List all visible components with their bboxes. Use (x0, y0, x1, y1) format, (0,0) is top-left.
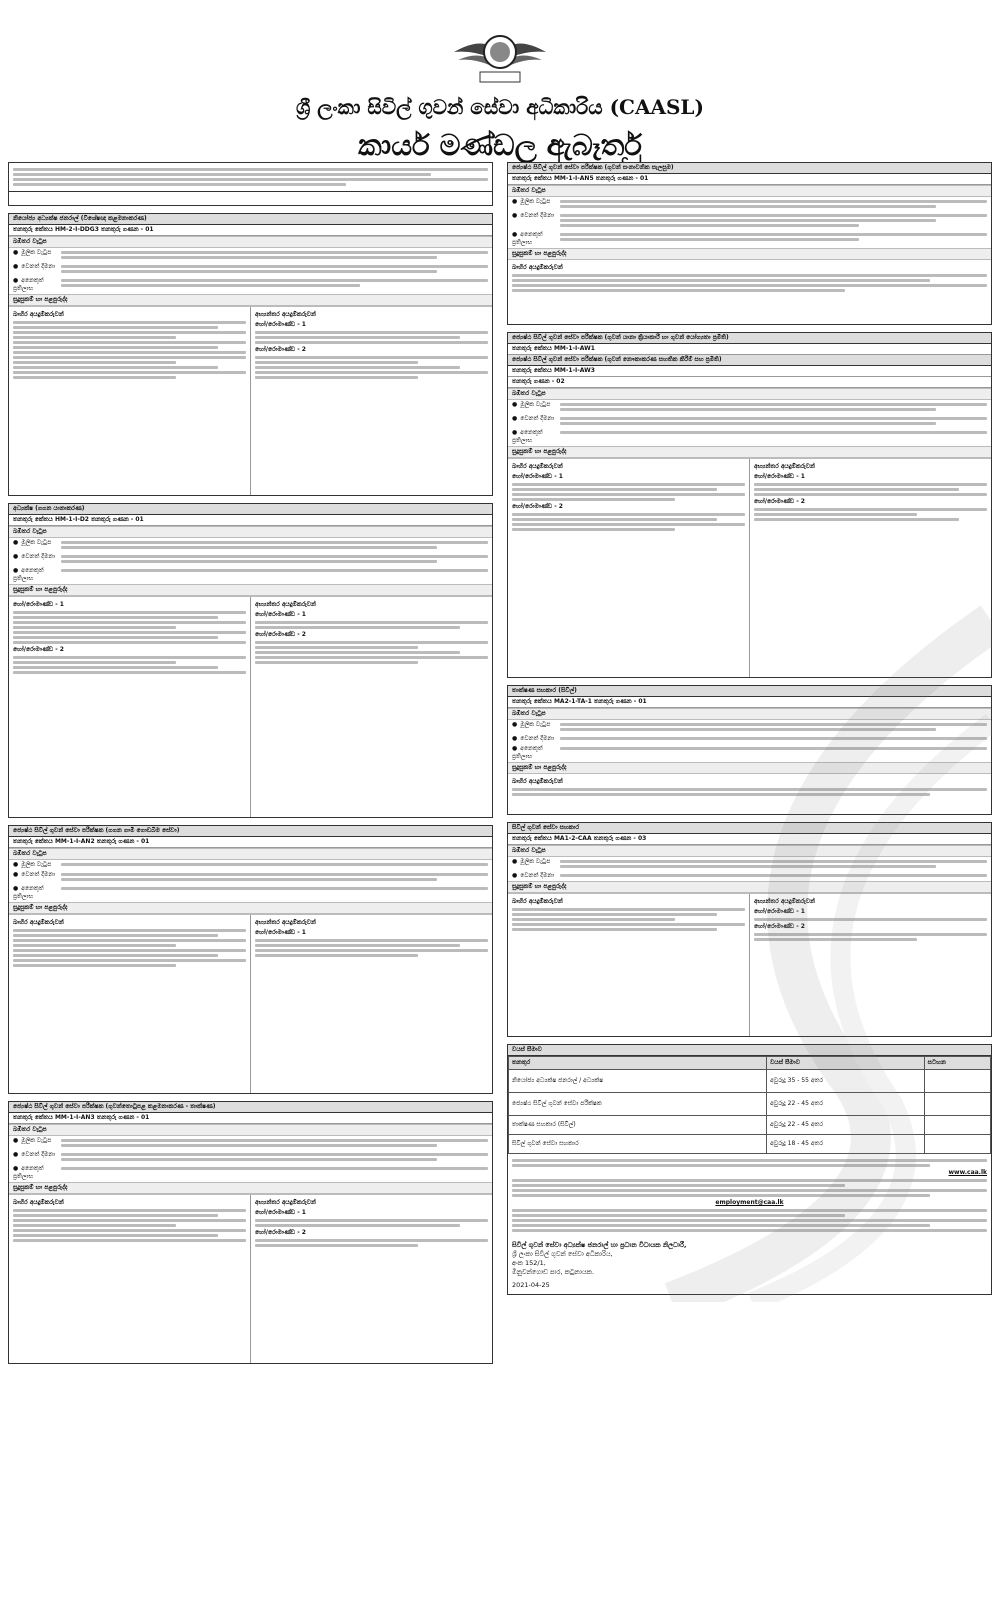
vacancy-title: ජ්‍යෙෂ්ඨ සිවිල් ගුවන් සේවා පරීක්ෂක (ගුවන්තොටුපළ කළමනාකරණ - තාක්ෂණ) (9, 1102, 492, 1113)
pay-heading: බඹිතර වැටුප (9, 526, 492, 538)
website-link[interactable]: www.caa.lk (948, 1169, 987, 1176)
allowance-row: ● වෙනත් දීමනා (9, 262, 492, 276)
external-applicants: බාහිර අයදුම්කරුවන් (508, 894, 749, 1036)
page-subtitle: කාර්ය මණ්ඩල ඇබෑර්තු (358, 128, 642, 162)
sign-line-4: මිනුවන්ගොඩ පාර, කටුනායක. (512, 1268, 594, 1276)
vacancy-senior-inspector-an2 (8, 825, 493, 1094)
salary-row: ● මූලික වැටුප (9, 1136, 492, 1150)
vacancy-title-aw1: ජ්‍යෙෂ්ඨ සිවිල් ගුවන් සේවා පරීක්ෂක (ගුවන් යානා ක්‍රියාකාරී හා ගුවන් යෝග්‍යතා ප්‍රමිති) (508, 333, 991, 344)
quals-heading: සුදුසුකම් හා පළපුරුද්ද (508, 248, 991, 260)
sign-date: 2021-04-25 (512, 1281, 550, 1289)
age-title: වයස් සීමාව (508, 1045, 991, 1056)
vacancy-code: තනතුරු කේතය HM-2-I-DDG3 තනතුරු ගණන - 01 (9, 225, 492, 236)
allowance-row: ● වෙනත් දීමනා (508, 414, 991, 428)
vacancy-title: තාක්ෂණ සහකාර (සිවිල්) (508, 686, 991, 697)
vacancy-senior-inspector-an3 (8, 1101, 493, 1364)
quals-heading: සුදුසුකම් හා පළපුරුද්ද (9, 294, 492, 306)
page-header (0, 0, 1000, 162)
vacancy-code: තනතුරු කේතය MM-1-I-AN3 තනතුරු ගණන - 01 (9, 1113, 492, 1124)
internal-applicants: අභ්‍යන්තර අයදුම්කරුවන් හෝ/රොමාණ්ඩ - 1 හෝ/රොමාණ්ඩ - 2 (250, 307, 492, 495)
table-row: ජ්‍යෙෂ්ඨ සිවිල් ගුවන් සේවා පරීක්ෂක අවුරුදු 22 - 45 අතර (509, 1093, 991, 1116)
vacancy-director (8, 503, 493, 818)
quals-heading: සුදුසුකම් හා පළපුරුද්ද (508, 762, 991, 774)
col-post: තනතුර (509, 1057, 767, 1070)
other-row: ● අනෙකුත් ප්‍රතිලාභ (508, 744, 991, 762)
vacancy-code: තනතුරු කේතය HM-1-I-D2 තනතුරු ගණන - 01 (9, 515, 492, 526)
vacancy-code: තනතුරු කේතය MM-1-I-AN2 තනතුරු ගණන - 01 (9, 837, 492, 848)
watermark-swirl (552, 582, 992, 1302)
table-row: සිවිල් ගුවන් සේවා සහකාර අවුරුදු 18 - 45 අතර (509, 1135, 991, 1154)
vacancy-code-aw1: තනතුරු කේතය MM-1-I-AW1 (508, 344, 991, 355)
salary-row: ● මූලික වැටුප (9, 538, 492, 552)
col-note: සටහන (924, 1057, 990, 1070)
intro-box (8, 162, 493, 206)
allowance-row: ● වෙනත් දීමනා (9, 1150, 492, 1164)
other-row: ● අනෙකුත් ප්‍රතිලාභ (508, 428, 991, 446)
vacancy-code: තනතුරු කේතය MA1-2-CAA තනතුරු ගණන - 03 (508, 834, 991, 845)
external-applicants: හෝ/රොමාණ්ඩ - 1 හෝ/රොමාණ්ඩ - 2 (9, 597, 250, 817)
intro-text (9, 163, 492, 192)
pay-heading: බඹිතර වැටුප (9, 848, 492, 860)
sign-line-2: ශ්‍රී ලංකා සිවිල් ගුවන් සේවා අධිකාරිය, (512, 1250, 613, 1258)
sign-line-1: සිවිල් ගුවන් සේවා අධ්‍යක්ෂ ජනරාල් හා ප්‍රධාන විධායක නිලධාරී, (512, 1241, 687, 1249)
vacancy-title: සිවිල් ගුවන් සේවා සහකාර (508, 823, 991, 834)
external-applicants: බාහිර අයදුම්කරුවන් (9, 307, 250, 495)
quals-heading: සුදුසුකම් හා පළපුරුද්ද (9, 1182, 492, 1194)
email-link[interactable]: employment@caa.lk (715, 1199, 784, 1206)
other-row: ● අනෙකුත් ප්‍රතිලාභ (9, 566, 492, 584)
vacancy-count: තනතුරු ගණන - 02 (508, 377, 991, 388)
internal-applicants: අභ්‍යන්තර අයදුම්කරුවන් හෝ/රොමාණ්ඩ - 1 හෝ/රොමාණ්ඩ - 2 (250, 1195, 492, 1363)
quals-heading: සුදුසුකම් හා පළපුරුද්ද (508, 446, 991, 458)
other-row: ● අනෙකුත් ප්‍රතිලාභ (508, 230, 991, 248)
pay-heading: බඹිතර වැටුප (508, 845, 991, 857)
salary-row: ● මූලික වැටුප (508, 857, 991, 871)
external-applicants: බාහිර අයදුම්කරුවන් (508, 774, 991, 814)
table-row: තාක්ෂණ සහකාර (සිවිල්) අවුරුදු 22 - 45 අතර (509, 1116, 991, 1135)
pay-heading: බඹිතර වැටුප (9, 1124, 492, 1136)
vacancy-code: තනතුරු කේතය MM-1-I-AN5 තනතුරු ගණන - 01 (508, 174, 991, 185)
vacancy-title-aw3: ජ්‍යෙෂ්ඨ සිවිල් ගුවන් සේවා පරීක්ෂක (ගුවන් නෞකාකරණ සහතික කිරීම් සහ ප්‍රමිති) (508, 355, 991, 366)
other-row: ● අනෙකුත් ප්‍රතිලාභ (9, 884, 492, 902)
pay-heading: බඹිතර වැටුප (508, 185, 991, 197)
internal-applicants: අභ්‍යන්තර අයදුම්කරුවන් හෝ/රොමාණ්ඩ - 1 හෝ/රොමාණ්ඩ - 2 (250, 597, 492, 817)
pay-heading: බඹිතර වැටුප (508, 388, 991, 400)
allowance-row: ● වෙනත් දීමනා (508, 211, 991, 230)
pay-heading: බඹිතර වැටුප (508, 708, 991, 720)
vacancy-code-aw3: තනතුරු කේතය MM-1-I-AW3 (508, 366, 991, 377)
sign-line-3: අංක 152/1, (512, 1259, 546, 1267)
allowance-row: ● වෙනත් දීමනා (9, 870, 492, 884)
vacancy-title: ජ්‍යෙෂ්ඨ සිවිල් ගුවන් සේවා පරීක්ෂක (ගගන ගාමී ගොඩබිම සේවා) (9, 826, 492, 837)
right-column (507, 162, 992, 1302)
internal-applicants: අභ්‍යන්තර අයදුම්කරුවන් හෝ/රොමාණ්ඩ - 1 හෝ/රොමාණ්ඩ - 2 (749, 894, 991, 1036)
external-applicants: බාහිර අයදුම්කරුවන් (508, 260, 991, 324)
external-applicants: බාහිර අයදුම්කරුවන් (9, 915, 250, 1093)
external-applicants: බාහිර අයදුම්කරුවන් හෝ/රොමාණ්ඩ - 1 හෝ/රොමාණ්ඩ - 2 (508, 459, 749, 677)
vacancy-title: අධ්‍යක්ෂ (ගගන යානාකරණ) (9, 504, 492, 515)
vacancy-title: ජ්‍යෙෂ්ඨ සිවිල් ගුවන් සේවා පරීක්ෂක (ගුවන් සංනාවනික සැලසුම) (508, 163, 991, 174)
allowance-row: ● වෙනත් දීමනා (9, 552, 492, 566)
page-title: ශ්‍රී ලංකා සිවිල් ගුවන් සේවා අධිකාරිය (CAASL) (296, 95, 704, 119)
quals-heading: සුදුසුකම් හා පළපුරුද්ද (9, 902, 492, 914)
allowance-row: ● වෙනත් දීමනා (508, 734, 991, 744)
allowance-row: ● වෙනත් දීමනා (508, 871, 991, 881)
vacancy-code: තනතුරු කේතය MA2-1-TA-1 තනතුරු ගණන - 01 (508, 697, 991, 708)
salary-row: ● මූලික වැටුප (508, 197, 991, 211)
vacancy-senior-inspector-an5 (507, 162, 992, 325)
internal-applicants: අභ්‍යන්තර අයදුම්කරුවන් හෝ/රොමාණ්ඩ - 1 හෝ/රොමාණ්ඩ - 2 (749, 459, 991, 677)
salary-row: ● මූලික වැටුප (9, 248, 492, 262)
vacancy-ddg (8, 213, 493, 496)
table-row: නියෝජ්‍ය අධ්‍යක්ෂ ජනරාල් / අධ්‍යක්ෂ අවුරුදු 35 - 55 අතර (509, 1070, 991, 1093)
quals-heading: සුදුසුකම් හා පළපුරුද්ද (508, 881, 991, 893)
external-applicants: බාහිර අයදුම්කරුවන් (9, 1195, 250, 1363)
quals-heading: සුදුසුකම් හා පළපුරුද්ද (9, 584, 492, 596)
salary-row: ● මූලික වැටුප (508, 400, 991, 414)
other-row: ● අනෙකුත් ප්‍රතිලාභ (9, 276, 492, 294)
caasl-logo (452, 28, 548, 86)
col-age: වයස් සීමාව (767, 1057, 925, 1070)
pay-heading: බඹිතර වැටුප (9, 236, 492, 248)
salary-row: ● මූලික වැටුප (508, 720, 991, 734)
vacancy-title: නියෝජ්‍ය අධ්‍යක්ෂ ජනරාල් (විශේෂඥ කළමනාකරණ) (9, 214, 492, 225)
salary-row: ● මූලික වැටුප (9, 860, 492, 870)
other-row: ● අනෙකුත් ප්‍රතිලාභ (9, 1164, 492, 1182)
left-column (8, 162, 493, 1371)
internal-applicants: අභ්‍යන්තර අයදුම්කරුවන් හෝ/රොමාණ්ඩ - 1 (250, 915, 492, 1093)
